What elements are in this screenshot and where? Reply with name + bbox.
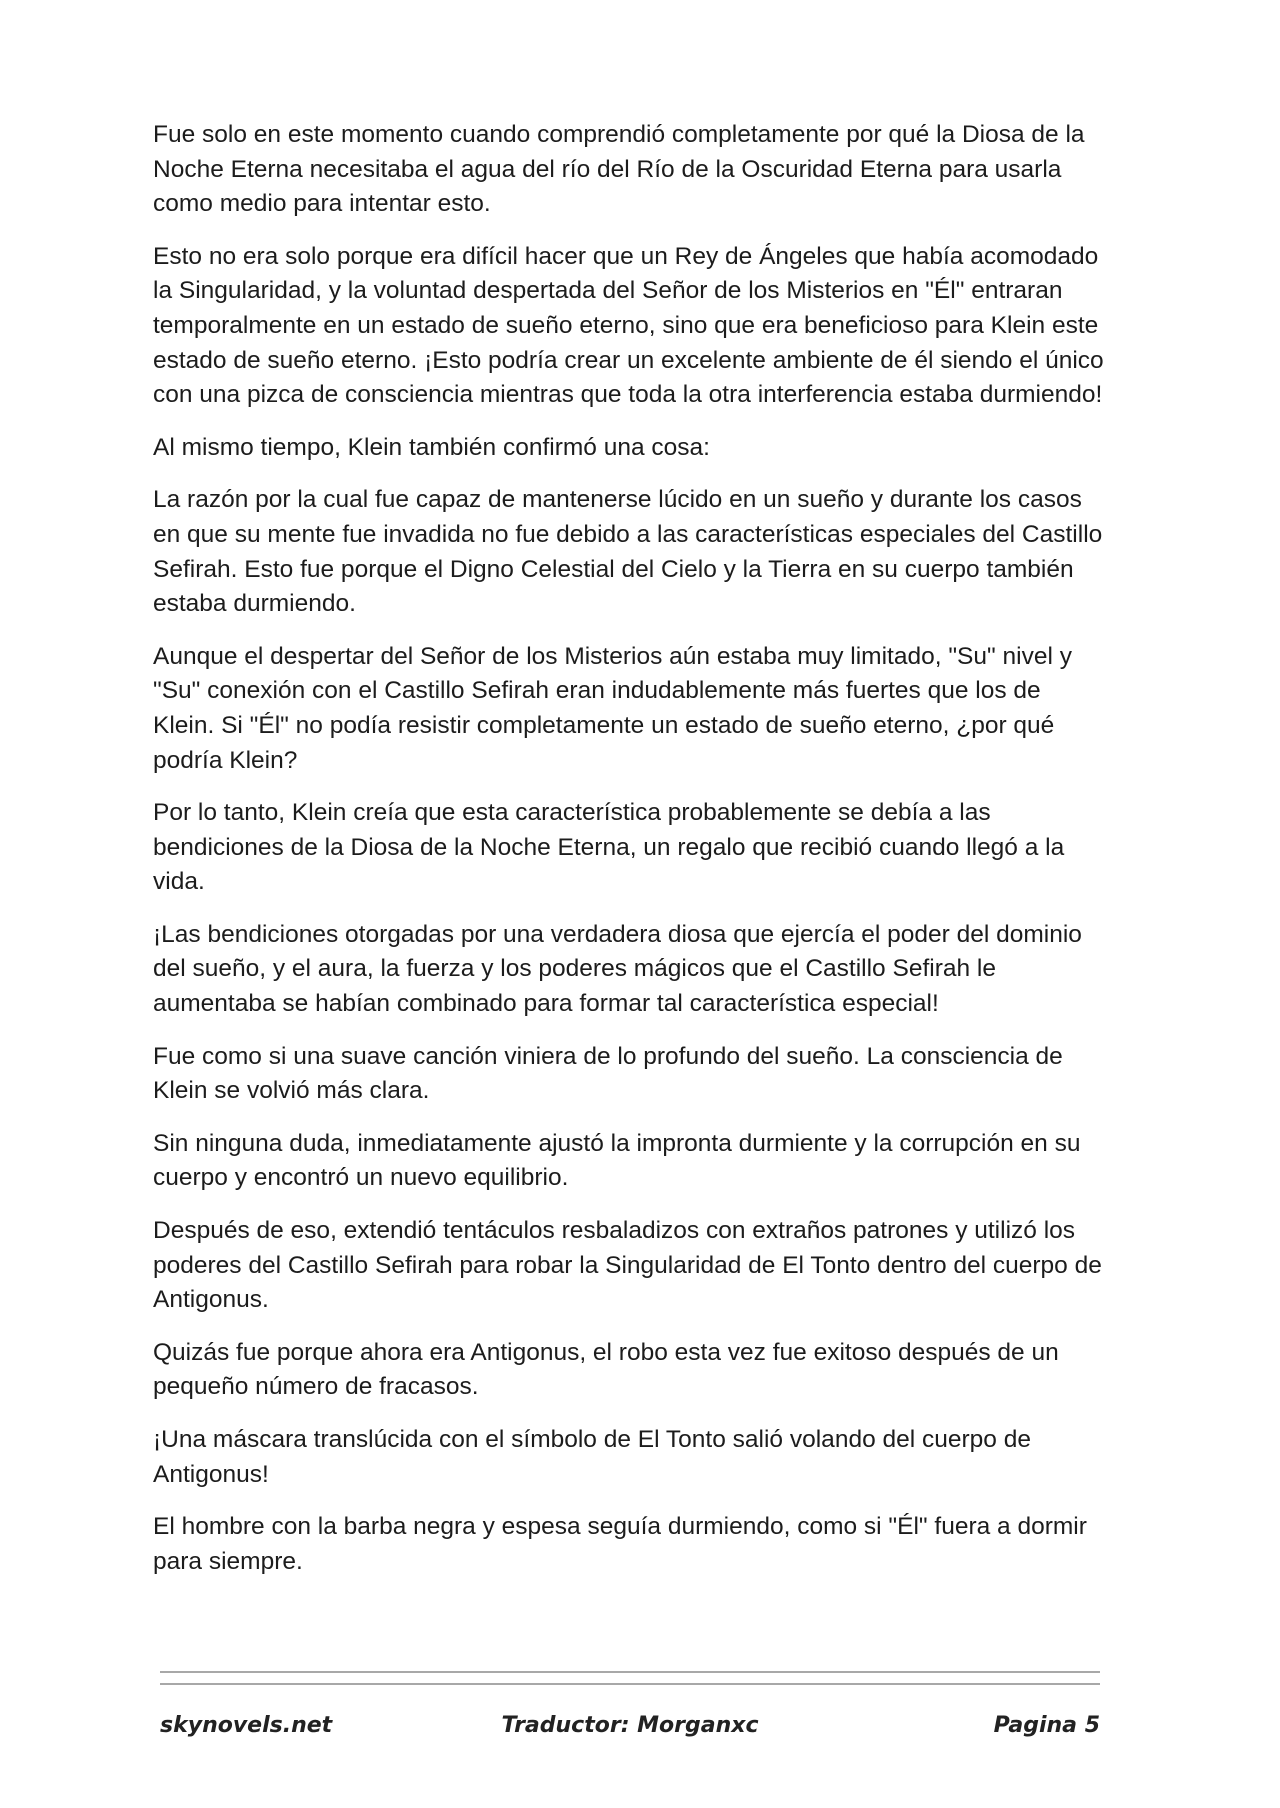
- footer-site: skynovels.net: [160, 1713, 333, 1738]
- paragraph-1: Fue solo en este momento cuando comprendió completamente por qué la Diosa de la Noche Eterna necesitaba el agua del río del Río de la Oscuridad Eterna para usarla como medio para intentar esto.: [153, 121, 1085, 218]
- page-footer: [160, 1713, 1100, 1753]
- paragraph-13: El hombre con la barba negra y espesa seguía durmiendo, como si "Él" fuera a dormir para siempre.: [153, 1513, 1087, 1575]
- paragraph-12: ¡Una máscara translúcida con el símbolo de El Tonto salió volando del cuerpo de Antigonus!: [153, 1426, 1031, 1488]
- paragraph-8: Fue como si una suave canción viniera de lo profundo del sueño. La consciencia de Klein se volvió más clara.: [153, 1042, 1063, 1105]
- paragraph-6: Por lo tanto, Klein creía que esta característica probablemente se debía a las bendiciones de la Diosa de la Noche Eterna, un regalo que recibió cuando llegó a la vida.: [153, 799, 1065, 896]
- footer-translator: Traductor: Morganxc: [501, 1713, 759, 1738]
- footer-page-number: Pagina 5: [993, 1713, 1100, 1738]
- paragraph-4: La razón por la cual fue capaz de mantenerse lúcido en un sueño y durante los casos en que su mente fue invadida no fue debido a las características especiales del Castillo Sefirah. Esto fue porque el Digno Celestial del Cielo y la Tierra en su cuerpo también estaba durmiendo.: [153, 486, 1103, 618]
- paragraph-9: Sin ninguna duda, inmediatamente ajustó la impronta durmiente y la corrupción en su cuerpo y encontró un nuevo equilibrio.: [153, 1129, 1081, 1192]
- body-text: [153, 118, 1108, 1597]
- paragraph-11: Quizás fue porque ahora era Antigonus, el robo esta vez fue exitoso después de un pequeño número de fracasos.: [153, 1338, 1059, 1401]
- paragraph-3: Al mismo tiempo, Klein también confirmó una cosa:: [153, 433, 710, 461]
- footer-divider-top: [160, 1671, 1100, 1673]
- paragraph-7: ¡Las bendiciones otorgadas por una verdadera diosa que ejercía el poder del dominio del sueño, y el aura, la fuerza y los poderes mágicos que el Castillo Sefirah le aumentaba se habían combinado para formar tal característica especial!: [153, 920, 1082, 1018]
- footer-divider-bottom: [160, 1683, 1100, 1685]
- paragraph-2: Esto no era solo porque era difícil hacer que un Rey de Ángeles que había acomodado la Singularidad, y la voluntad despertada del Señor de los Misterios en "Él" entraran temporalmente en un estado de sueño eterno, sino que era beneficioso para Klein este estado de sueño eterno. ¡Esto podría crear un excelente ambiente de él siendo el único con una pizca de consciencia mientras que toda la otra interferencia estaba durmiendo!: [153, 242, 1104, 409]
- paragraph-5: Aunque el despertar del Señor de los Misterios aún estaba muy limitado, "Su" nivel y "Su" conexión con el Castillo Sefirah eran indudablemente más fuertes que los de Klein. Si "Él" no podía resistir completamente un estado de sueño eterno, ¿por qué podría Klein?: [153, 642, 1072, 774]
- paragraph-10: Después de eso, extendió tentáculos resbaladizos con extraños patrones y utilizó los poderes del Castillo Sefirah para robar la Singularidad de El Tonto dentro del cuerpo de Antigonus.: [153, 1217, 1102, 1314]
